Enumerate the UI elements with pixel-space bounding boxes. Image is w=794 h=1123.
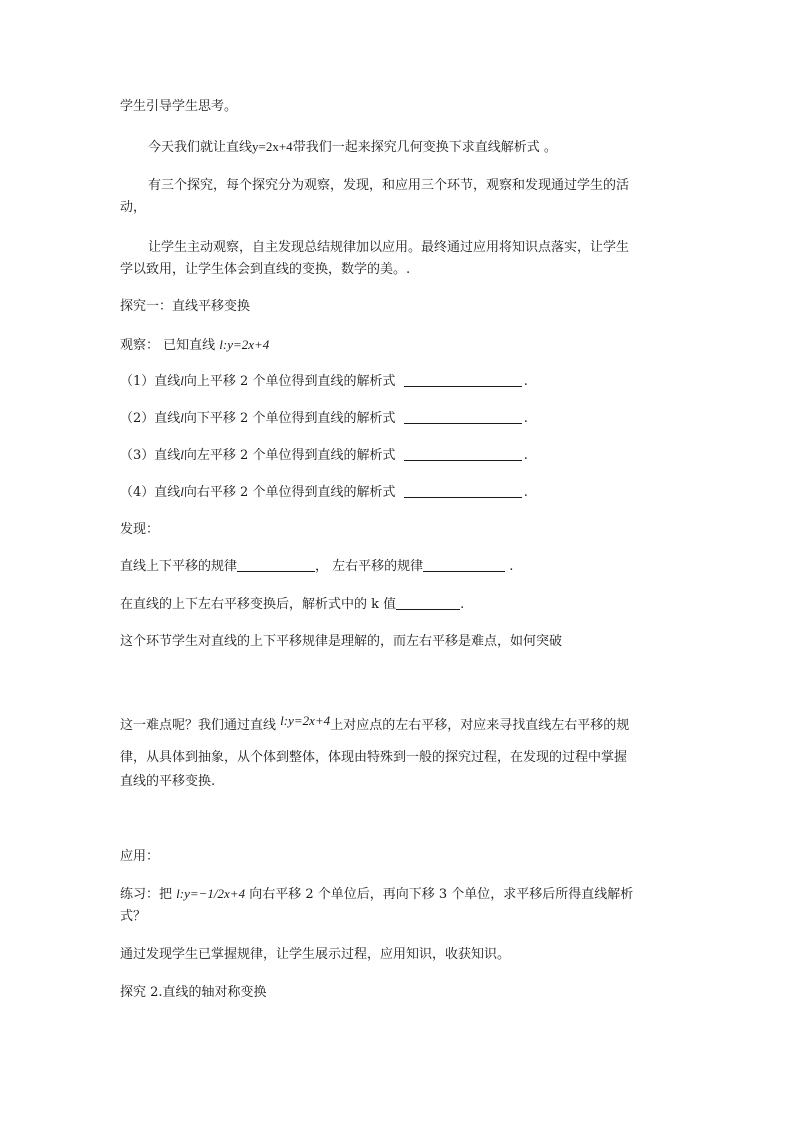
observe-label: 观察： 已知直线 (120, 338, 216, 353)
rule-line (120, 558, 513, 576)
item-3: （3）直线l向左平移 2 个单位得到直线的解析式 . (120, 447, 528, 463)
item-2: （2）直线l向下平移 2 个单位得到直线的解析式 . (120, 410, 528, 426)
difficulty-paragraph: 这个环节学生对直线的上下平移规律是理解的，而左右平移是难点，如何突破 (120, 634, 563, 649)
apply-label: 应用： (120, 849, 160, 864)
paragraph-three-explorations-line2: 动， (120, 200, 147, 215)
var-l: l (180, 410, 184, 425)
item-num: （1）直线 (120, 374, 181, 389)
practice-line1 (120, 885, 633, 904)
kvalue-line (120, 596, 464, 614)
answer-blank[interactable] (404, 410, 522, 424)
answer-blank[interactable] (404, 484, 522, 498)
breakthrough-line2: 律，从具体到抽象，从个体到整体，体现由特殊到一般的探究过程，在发现的过程中掌握 (120, 750, 628, 765)
var-l: l (180, 447, 184, 462)
paragraph-intro: 学生引导学生思考。 (120, 99, 238, 114)
kvalue-label: 在直线的上下左右平移变换后，解析式中的 k 值 (120, 597, 397, 612)
rule-vertical-label: 直线上下平移的规律 (120, 559, 238, 574)
answer-blank[interactable] (404, 373, 522, 387)
kvalue-blank[interactable] (396, 596, 460, 610)
equation: y=2x+4 (252, 139, 293, 154)
item-num: （2）直线 (120, 411, 181, 426)
paragraph-observe-line1: 让学生主动观察，自主发现总结规律加以应用。最终通过应用将知识点落实，让学生 (148, 240, 630, 255)
discover-label: 发现： (120, 522, 160, 537)
equation: l:y=2x+4 (280, 713, 331, 728)
equation: l:y=2x+4 (219, 337, 270, 352)
text: 这一难点呢？我们通过直线 (120, 718, 277, 733)
text: 向右平移 2 个单位后，再向下移 3 个单位，求平移后所得直线解析 (249, 887, 634, 902)
section1-title: 探究一：直线平移变换 (120, 299, 251, 314)
section2-title: 探究 2.直线的轴对称变换 (120, 985, 267, 1000)
vertical-rule-blank[interactable] (237, 558, 315, 572)
item-1: （1）直线l向上平移 2 个单位得到直线的解析式 . (120, 373, 528, 389)
horizontal-rule-blank[interactable] (423, 558, 505, 572)
item-text: 向右平移 2 个单位得到直线的解析式 (183, 485, 396, 500)
item-num: （3）直线 (120, 448, 181, 463)
var-l: l (180, 373, 184, 388)
paragraph-today (148, 138, 557, 157)
summary-paragraph: 通过发现学生已掌握规律，让学生展示过程，应用知识，收获知识。 (120, 947, 511, 962)
answer-blank[interactable] (404, 447, 522, 461)
paragraph-three-explorations-line1: 有三个探究，每个探究分为观察，发现，和应用三个环节，观察和发现通过学生的活 (148, 178, 630, 193)
rule-end: . (505, 559, 514, 574)
paragraph-observe-line2: 学以致用，让学生体会到直线的变换，数学的美。. (120, 262, 411, 277)
text: 今天我们就让直线 (148, 140, 253, 155)
practice-line2: 式？ (120, 909, 147, 924)
breakthrough-line3: 直线的平移变换. (120, 774, 216, 789)
text: 练习：把 (120, 887, 173, 902)
item-text: 向下平移 2 个单位得到直线的解析式 (183, 411, 396, 426)
text: 上对应点的左右平移，对应来寻找直线左右平移的规 (330, 718, 630, 733)
observe-line (120, 336, 269, 355)
breakthrough-line1 (120, 713, 630, 735)
text: 带我们一起来探究几何变换下求直线解析式 。 (292, 140, 557, 155)
item-text: 向上平移 2 个单位得到直线的解析式 (183, 374, 396, 389)
item-text: 向左平移 2 个单位得到直线的解析式 (183, 448, 396, 463)
kvalue-end: . (460, 597, 465, 612)
rule-horizontal-label: ， 左右平移的规律 (315, 559, 424, 574)
var-l: l (180, 484, 184, 499)
item-num: （4）直线 (120, 485, 181, 500)
equation: l:y=−1/2x+4 (176, 886, 246, 901)
item-4: （4）直线l向右平移 2 个单位得到直线的解析式 . (120, 484, 528, 500)
